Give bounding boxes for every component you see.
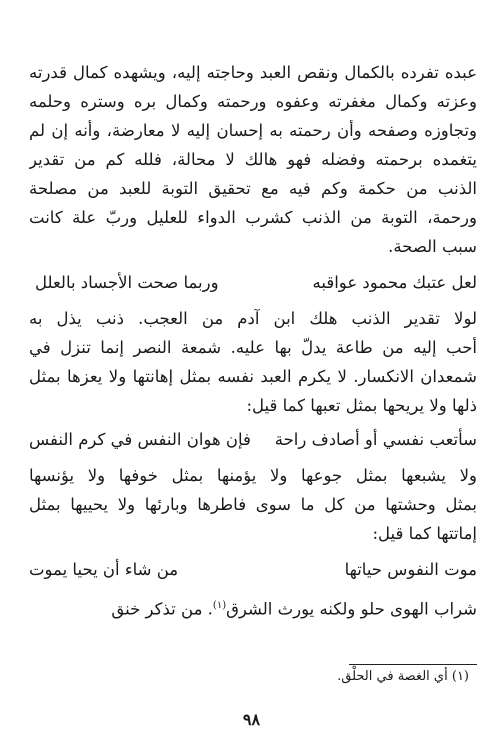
closing-line-continuation: . من تذكر خنق [111, 599, 213, 619]
paragraph-3-line-2: بمثل وحشتها من كل ما سوى فاطرها وبارئها ولا يحييها بمثل [29, 495, 477, 514]
paragraph-2-line-4: ذلها ولا يريحها بمثل تعبها كما قيل: [246, 396, 477, 415]
verse-2 [29, 429, 477, 451]
closing-line-text: شراب الهوى حلو ولكنه يورث الشرق [226, 599, 477, 619]
paragraph-2-line-3: شمعدان الانكسار. لا يكرم العبد نفسه بمثل إهانتها ولا يعزها بمثل [29, 367, 477, 386]
verse-1 [29, 272, 477, 294]
paragraph-3-line-3: إماتتها كما قيل: [372, 524, 477, 543]
verse-2-first-hemistich: سأتعب نفسي أو أصادف راحة [274, 430, 477, 449]
paragraph-2-line-2: أحب إليه من طاعة يدلّ بها عليه. شمعة النصر إنما تنزل في [29, 338, 477, 357]
footnote-reference-marker[interactable]: (١) [212, 600, 227, 611]
verse-3 [29, 559, 477, 581]
footnote-text: أي الغصة في الحلْق. [337, 669, 448, 684]
paragraph-1-line-6: ورحمة، التوبة من الذنب كشرب الدواء للعليل وربّ علة كانت [29, 208, 477, 227]
verse-1-first-hemistich: لعل عتبك محمود عواقبه [312, 273, 477, 292]
footnote [337, 668, 469, 686]
footnote-marker: (١) [451, 669, 469, 684]
page-number: ٩٨ [242, 710, 261, 729]
paragraph-1-line-1: عبده تفرده بالكمال ونقص العبد وحاجته إليه، ويشهده كمال قدرته [29, 63, 477, 82]
paragraph-1-line-2: وعزته وكمال مغفرته وعفوه ورحمته وكمال بره وستره وحلمه [29, 92, 477, 111]
footnote-divider [349, 664, 477, 665]
closing-line [29, 595, 477, 621]
paragraph-3-line-1: ولا يشبعها بمثل جوعها ولا يؤمنها بمثل خوفها ولا يؤنسها [29, 466, 477, 485]
paragraph-1-line-7: سبب الصحة. [388, 237, 477, 256]
verse-3-first-hemistich: موت النفوس حياتها [344, 560, 477, 579]
paragraph-1-line-4: يتغمده برحمته وفضله فهو هالك لا محالة، فلله كم من تقدير [29, 150, 477, 169]
verse-3-second-hemistich: من شاء أن يحيا يموت [29, 560, 179, 579]
paragraph-1-line-5: الذنب من حكمة وكم فيه مع تحقيق التوبة للعبد من مصلحة [29, 179, 477, 198]
verse-1-second-hemistich: وربما صحت الأجساد بالعلل [35, 273, 219, 292]
verse-2-second-hemistich: فإن هوان النفس في كرم النفس [29, 430, 251, 449]
paragraph-1-line-3: وتجاوزه وصفحه وأن رحمته به إحسان إليه لا معارضة، وأنه إن لم [29, 121, 477, 140]
paragraph-2-line-1: لولا تقدير الذنب هلك ابن آدم من العجب. ذنب يذل به [29, 309, 477, 328]
